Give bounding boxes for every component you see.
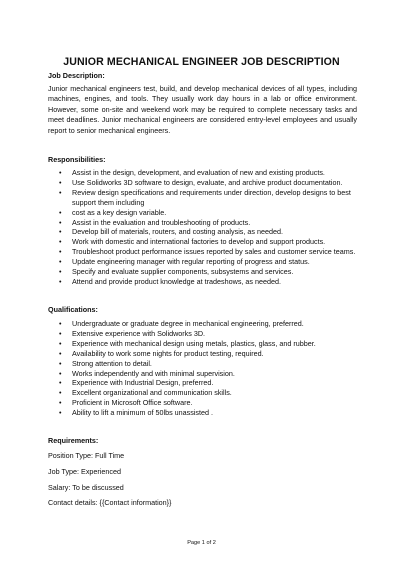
list-item: • Attend and provide product knowledge at tradeshows, as needed. [59, 276, 281, 286]
job-type: Job Type: Experienced [48, 467, 121, 476]
bullet-icon: • [59, 247, 62, 257]
bullet-icon: • [59, 408, 62, 418]
list-item: • Update engineering manager with regular reporting of progress and status. [59, 257, 310, 267]
bullet-icon: • [59, 388, 62, 398]
bullet-icon: • [59, 348, 62, 358]
bullet-icon: • [59, 227, 62, 237]
list-item: • Experience with Industrial Design, preferred. [59, 378, 214, 388]
list-item: • Excellent organizational and communication skills. [59, 388, 232, 398]
bullet-icon: • [59, 338, 62, 348]
bullet-icon: • [59, 319, 62, 328]
bullet-icon: • [59, 398, 62, 408]
bullet-icon: • [59, 267, 62, 277]
list-item: • Extensive experience with Solidworks 3D. [59, 328, 206, 338]
list-item: • Works independently and with minimal supervision. [59, 368, 235, 378]
list-item: • Use Solidworks 3D software to design, evaluate, and archive product documentation. [59, 177, 343, 187]
list-item: • Assist in the evaluation and troubleshooting of products. [59, 217, 251, 227]
list-item: • Experience with mechanical design using metals, plastics, glass, and rubber. [59, 338, 316, 348]
job-description-text: Junior mechanical engineers test, build, and develop mechanical devices of all types, including machines, engines, and tools. They usually work day hours in a lab or office environment. However, some on-site and weekend work may be required to complete necessary tasks and meet deadlines. Junior mechanical engineers are considered entry-level employees and usually report to senior mechanical engineers. [48, 84, 357, 135]
bullet-icon: • [59, 217, 62, 227]
requirements-heading: Requirements: [48, 436, 99, 445]
bullet-icon: • [59, 187, 62, 197]
bullet-icon: • [59, 368, 62, 378]
list-item: • Specify and evaluate supplier components, subsystems and services. [59, 267, 294, 277]
qualifications-list [59, 319, 357, 418]
bullet-icon: • [59, 207, 62, 217]
bullet-icon: • [59, 358, 62, 368]
document-title: JUNIOR MECHANICAL ENGINEER JOB DESCRIPTION [63, 56, 340, 68]
list-item: • Assist in the design, development, and evaluation of new and existing products. [59, 168, 325, 177]
list-item: • cost as a key design variable. [59, 207, 167, 217]
list-item: • Develop bill of materials, routers, and costing analysis, as needed. [59, 227, 283, 237]
page-footer: Page 1 of 2 [187, 540, 216, 546]
bullet-icon: • [59, 328, 62, 338]
list-item: • Strong attention to detail. [59, 358, 152, 368]
list-item: • Troubleshoot product performance issues reported by sales and customer service teams. [59, 247, 356, 257]
contact-details: Contact details: {{Contact information}} [48, 498, 172, 507]
qualifications-heading: Qualifications: [48, 305, 98, 314]
bullet-icon: • [59, 237, 62, 247]
list-item: • Availability to work some nights for product testing, required. [59, 348, 264, 358]
salary: Salary: To be discussed [48, 483, 124, 492]
bullet-icon: • [59, 378, 62, 388]
list-item: • Work with domestic and international factories to develop and support products. [59, 237, 326, 247]
position-type: Position Type: Full Time [48, 451, 125, 460]
bullet-icon: • [59, 168, 62, 177]
list-item: • Ability to lift a minimum of 50lbs unassisted . [59, 408, 214, 418]
bullet-icon: • [59, 177, 62, 187]
responsibilities-heading: Responsibilities: [48, 155, 106, 164]
list-item: • Proficient in Microsoft Office software. [59, 398, 193, 408]
bullet-icon: • [59, 257, 62, 267]
bullet-icon: • [59, 276, 62, 286]
job-description-heading: Job Description: [48, 71, 105, 80]
list-item: • Review design specifications and requirements under direction, develop designs to best support them including [59, 187, 351, 207]
responsibilities-list [59, 168, 357, 287]
list-item: • Undergraduate or graduate degree in mechanical engineering, preferred. [59, 319, 304, 328]
